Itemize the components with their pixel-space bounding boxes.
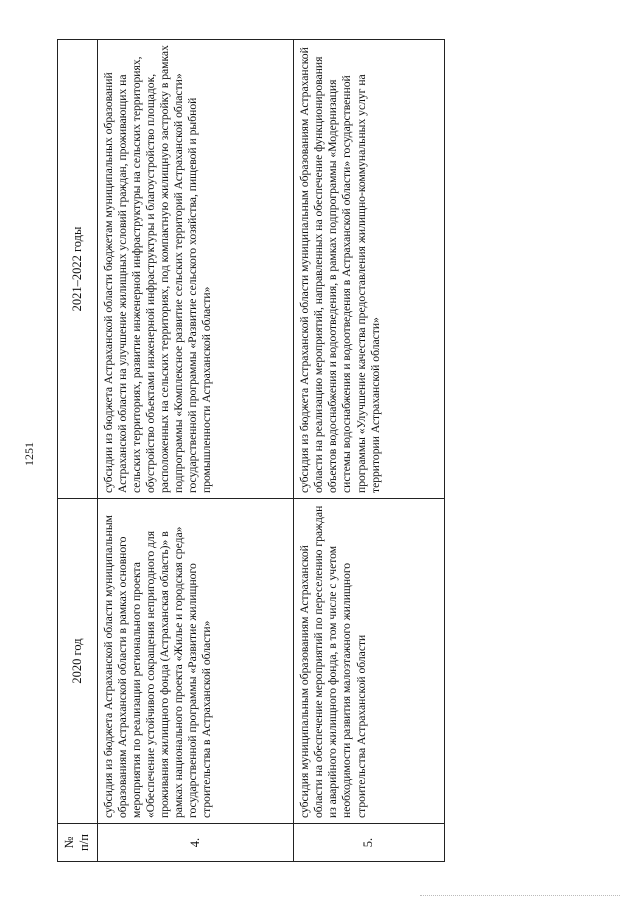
header-2020: 2020 год	[58, 499, 98, 824]
row-2020-text: субсидия муниципальным образованиям Астраханской области на обеспечение мероприятий по переселению граждан из аварийного жилищного фонда, в том числе с учетом необходимости развития малоэтажного жилищного строительства Астраханской области	[294, 499, 445, 824]
row-number: 4.	[97, 824, 294, 862]
row-2020-text: субсидия из бюджета Астраханской области муниципальным образованиям Астраханской области в рамках основного мероприятия по реализации регионального проекта «Обеспечение устойчивого сокращения непригодного для проживания жилищного фонда (Астраханская область)» в рамках национального проекта «Жилье и городская среда» государственной программы «Развитие жилищного строительства в Астраханской области»	[97, 499, 294, 824]
programs-table	[57, 39, 445, 862]
table-row	[294, 40, 445, 862]
header-2021-2022: 2021–2022 годы	[58, 40, 98, 499]
table-row	[97, 40, 294, 862]
rotated-table-container	[57, 40, 445, 862]
row-2021-2022-text: субсидия из бюджета Астраханской области муниципальным образованиям Астраханской области на реализацию мероприятий, направленных на обеспечение функционирования объектов водоснабжения и водоотведения, в рамках подпрограммы «Модернизация системы водоснабжения и водоотведения в Астраханской области» государственной программы «Улучшение качества предоставления жилищно-коммунальных услуг на территории Астраханской области»	[294, 40, 445, 499]
footer-divider	[420, 895, 620, 896]
row-2021-2022-text: субсидии из бюджета Астраханской области бюджетам муниципальных образований Астраханской области на улучшение жилищных условий граждан, проживающих на сельских территориях, развитие инженерной инфраструктуры на сельских территориях, обустройство объектами инженерной инфраструктуры и благоустройство площадок, расположенных на сельских территориях, под компактную жилищную застройку в рамках подпрограммы «Комплексное развитие сельских территорий Астраханской области» государственной программы «Развитие сельского хозяйства, пищевой и рыбной промышленности Астраханской области»	[97, 40, 294, 499]
page-number: 1251	[22, 442, 36, 466]
table-header-row	[58, 40, 98, 862]
header-number: № п/п	[58, 824, 98, 862]
row-number: 5.	[294, 824, 445, 862]
